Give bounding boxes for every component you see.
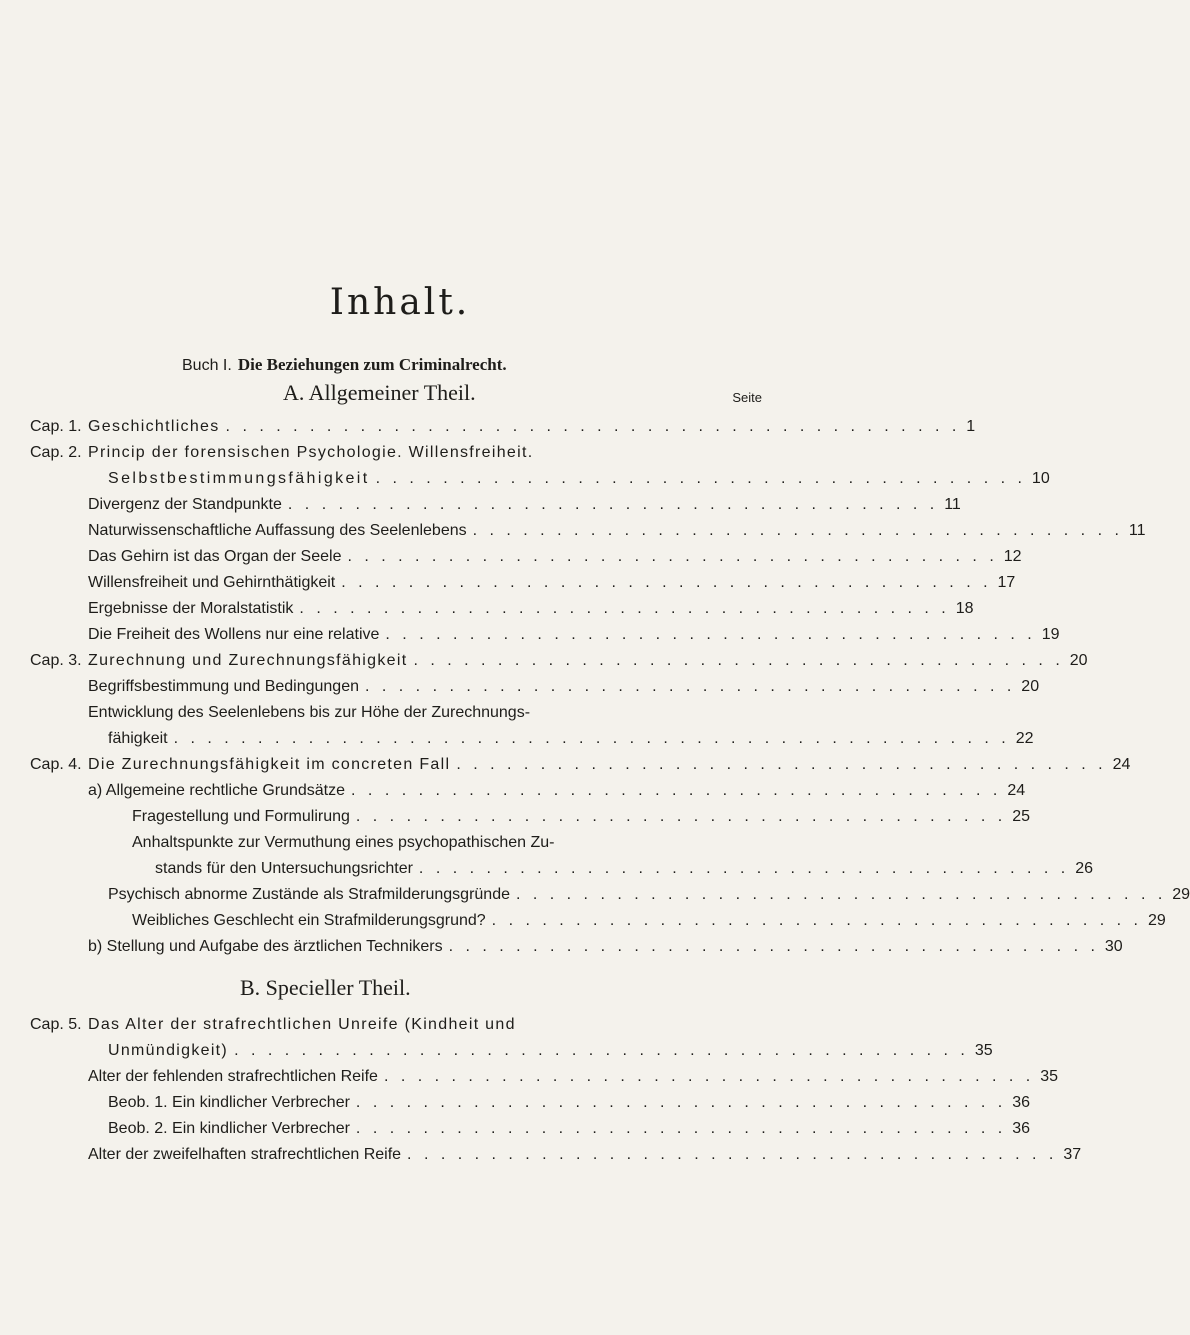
toc-row: [0, 1064, 1059, 1090]
toc-row: [0, 804, 1030, 830]
toc-row: [0, 570, 1016, 596]
toc-row: [0, 700, 800, 726]
toc-part-a: [0, 414, 1190, 960]
toc-row: [0, 830, 800, 856]
page-number: 19: [1041, 626, 1060, 643]
page-number: 20: [1069, 652, 1088, 669]
part-a-heading: A. Allgemeiner Theil.: [283, 380, 476, 405]
leader-dots: . . . . . . . . . . . . . . . . . . . . . . . . . . . . . . . . . . . . . . .: [355, 808, 1007, 825]
page-number: 22: [1015, 730, 1034, 747]
toc-row: [0, 752, 1131, 778]
leader-dots: . . . . . . . . . . . . . . . . . . . . . . . . . . . . . . . . . . . . . . .: [418, 860, 1070, 877]
entry-text: Die Zurechnungsfähigkeit im concreten Fall: [88, 756, 451, 773]
toc-row: [0, 1038, 993, 1064]
entry-text: Willensfreiheit und Gehirnthätigkeit: [88, 574, 336, 591]
toc-entry: [108, 882, 1190, 908]
page-number: 37: [1063, 1146, 1082, 1163]
toc-entry: [108, 1090, 1031, 1116]
leader-dots: . . . . . . . . . . . . . . . . . . . . . . . . . . . . . . . . . . . . . . .: [515, 886, 1167, 903]
toc-entry: [88, 596, 974, 622]
toc-row: [0, 778, 1026, 804]
toc-row: [0, 440, 800, 466]
entry-text: Alter der zweifelhaften strafrechtlichen Reife: [88, 1146, 402, 1163]
entry-text: Zurechnung und Zurechnungsfähigkeit: [88, 652, 408, 669]
toc-row: [0, 1116, 1031, 1142]
entry-text: Divergenz der Standpunkte: [88, 496, 282, 513]
leader-dots: . . . . . . . . . . . . . . . . . . . . . . . . . . . . . . . . . . . . . . .: [385, 626, 1036, 643]
chapter-number: Cap. 2.: [30, 444, 82, 461]
toc-entry: [132, 804, 1030, 830]
toc-entry: [88, 1064, 1059, 1090]
entry-text: b) Stellung und Aufgabe des ärztlichen Technikers: [88, 938, 443, 955]
leader-dots: . . . . . . . . . . . . . . . . . . . . . . . . . . . . . . . . . . . . . . .: [375, 470, 1026, 487]
page-number: 36: [1012, 1094, 1031, 1111]
entry-text: Anhaltspunkte zur Vermuthung eines psychopathischen Zu-: [132, 834, 555, 851]
page-number: 11: [944, 496, 961, 513]
page-title: Inhalt.: [329, 282, 471, 324]
entry-text: Selbstbestimmungsfähigkeit: [108, 470, 370, 487]
toc-entry: [132, 908, 1166, 934]
entry-text: Die Freiheit des Wollens nur eine relative: [88, 626, 380, 643]
toc-entry: [88, 934, 1123, 960]
page-number: 11: [1128, 522, 1146, 539]
page-number: 18: [955, 600, 974, 617]
book-heading: [182, 355, 507, 375]
entry-text: Unmündigkeit): [108, 1042, 229, 1059]
entry-text: Begriffsbestimmung und Bedingungen: [88, 678, 359, 695]
entry-text: Psychisch abnorme Zustände als Strafmilderungsgründe: [108, 886, 510, 903]
toc-row: [0, 1012, 800, 1038]
toc-row: [0, 596, 974, 622]
page-number: 20: [1021, 678, 1040, 695]
toc-entry: [88, 518, 1146, 544]
toc-row: [0, 856, 1094, 882]
chapter-number: Cap. 4.: [30, 756, 82, 773]
leader-dots: . . . . . . . . . . . . . . . . . . . . . . . . . . . . . . . . . . . . . . . . . . . . . . . . . .: [173, 730, 1010, 747]
toc-row: [0, 648, 1088, 674]
toc-entry: [108, 726, 1034, 752]
toc-row: [0, 414, 976, 440]
toc-entry: [88, 544, 1022, 570]
leader-dots: . . . . . . . . . . . . . . . . . . . . . . . . . . . . . . . . . . . . . . . . . . . .: [234, 1042, 969, 1059]
toc-part-b: [0, 1012, 1082, 1168]
page-number: 1: [966, 418, 976, 435]
page-number: 17: [997, 574, 1016, 591]
toc-row: [0, 622, 1060, 648]
toc-entry: [88, 492, 961, 518]
leader-dots: . . . . . . . . . . . . . . . . . . . . . . . . . . . . . . . . . . . . . . .: [355, 1094, 1007, 1111]
leader-dots: . . . . . . . . . . . . . . . . . . . . . . . . . . . . . . . . . . . . . . . . . . . .: [225, 418, 961, 435]
entry-text: fähigkeit: [108, 730, 168, 747]
toc-entry: [108, 1038, 993, 1064]
page-number: 24: [1007, 782, 1026, 799]
leader-dots: . . . . . . . . . . . . . . . . . . . . . . . . . . . . . . . . . . . . . . .: [365, 678, 1016, 695]
part-b-heading: B. Specieller Theil.: [240, 975, 411, 1000]
toc-entry: [88, 648, 1088, 674]
toc-entry: [88, 414, 976, 440]
book-label: Buch I.: [182, 357, 232, 374]
leader-dots: . . . . . . . . . . . . . . . . . . . . . . . . . . . . . . . . . . . . . . .: [383, 1068, 1035, 1085]
entry-text: Beob. 2. Ein kindlicher Verbrecher: [108, 1120, 350, 1137]
toc-row: [0, 726, 1034, 752]
toc-entry: [88, 622, 1060, 648]
page-number: 25: [1012, 808, 1030, 825]
toc-row: [0, 934, 1123, 960]
toc-row: [0, 674, 1040, 700]
chapter-number: Cap. 3.: [30, 652, 82, 669]
leader-dots: . . . . . . . . . . . . . . . . . . . . . . . . . . . . . . . . . . . . . . .: [491, 912, 1142, 929]
toc-row: [0, 882, 1190, 908]
entry-text: stands für den Untersuchungsrichter: [155, 860, 413, 877]
entry-text: Entwicklung des Seelenlebens bis zur Höhe der Zurechnungs-: [88, 704, 531, 721]
toc-entry: [88, 570, 1016, 596]
page-number: 30: [1104, 938, 1123, 955]
page-number: 29: [1147, 912, 1166, 929]
page-number: 24: [1112, 756, 1131, 773]
toc-entry: [88, 1142, 1082, 1168]
toc-row: [0, 492, 961, 518]
toc-row: [0, 1090, 1031, 1116]
entry-text: Geschichtliches: [88, 418, 220, 435]
chapter-number: Cap. 5.: [30, 1016, 82, 1033]
toc-row: [0, 544, 1022, 570]
toc-row: [0, 466, 1050, 492]
leader-dots: . . . . . . . . . . . . . . . . . . . . . . . . . . . . . . . . . . . . . . .: [341, 574, 992, 591]
seite-label: Seite: [732, 390, 762, 405]
toc-entry: [88, 674, 1040, 700]
toc-entry: [108, 1116, 1031, 1142]
page-number: 29: [1172, 886, 1190, 903]
entry-text: Das Gehirn ist das Organ der Seele: [88, 548, 342, 565]
page-number: 10: [1031, 470, 1050, 487]
entry-text: Princip der forensischen Psychologie. Willensfreiheit.: [88, 444, 534, 461]
leader-dots: . . . . . . . . . . . . . . . . . . . . . . . . . . . . . . . . . . . . . . .: [448, 938, 1099, 955]
leader-dots: . . . . . . . . . . . . . . . . . . . . . . . . . . . . . . . . . . . . . . .: [355, 1120, 1007, 1137]
leader-dots: . . . . . . . . . . . . . . . . . . . . . . . . . . . . . . . . . . . . . . .: [299, 600, 950, 617]
entry-text: a) Allgemeine rechtliche Grundsätze: [88, 782, 346, 799]
entry-text: Weibliches Geschlecht ein Strafmilderungsgrund?: [132, 912, 486, 929]
leader-dots: . . . . . . . . . . . . . . . . . . . . . . . . . . . . . . . . . . . . . . .: [413, 652, 1064, 669]
page-number: 26: [1075, 860, 1094, 877]
leader-dots: . . . . . . . . . . . . . . . . . . . . . . . . . . . . . . . . . . . . . . .: [456, 756, 1107, 773]
entry-text: Das Alter der strafrechtlichen Unreife (Kindheit und: [88, 1016, 516, 1033]
entry-text: Fragestellung und Formulirung: [132, 808, 350, 825]
entry-text: Naturwissenschaftliche Auffassung des Seelenlebens: [88, 522, 467, 539]
toc-entry: [88, 752, 1131, 778]
chapter-number: Cap. 1.: [30, 418, 82, 435]
leader-dots: . . . . . . . . . . . . . . . . . . . . . . . . . . . . . . . . . . . . . . .: [347, 548, 998, 565]
page-number: 12: [1003, 548, 1022, 565]
book-title: Die Beziehungen zum Criminalrecht.: [237, 355, 507, 374]
toc-row: [0, 518, 1146, 544]
entry-text: Ergebnisse der Moralstatistik: [88, 600, 294, 617]
entry-text: Alter der fehlenden strafrechtlichen Reife: [88, 1068, 378, 1085]
page-number: 36: [1012, 1120, 1031, 1137]
entry-text: Beob. 1. Ein kindlicher Verbrecher: [108, 1094, 350, 1111]
toc-entry: [108, 466, 1050, 492]
toc-row: [0, 1142, 1082, 1168]
toc-row: [0, 908, 1166, 934]
leader-dots: . . . . . . . . . . . . . . . . . . . . . . . . . . . . . . . . . . . . . . .: [351, 782, 1002, 799]
leader-dots: . . . . . . . . . . . . . . . . . . . . . . . . . . . . . . . . . . . . . . .: [472, 522, 1123, 539]
leader-dots: . . . . . . . . . . . . . . . . . . . . . . . . . . . . . . . . . . . . . . .: [407, 1146, 1058, 1163]
leader-dots: . . . . . . . . . . . . . . . . . . . . . . . . . . . . . . . . . . . . . . .: [287, 496, 939, 513]
toc-entry: [88, 778, 1026, 804]
page-number: 35: [1040, 1068, 1059, 1085]
page-number: 35: [974, 1042, 993, 1059]
toc-entry: [155, 856, 1094, 882]
